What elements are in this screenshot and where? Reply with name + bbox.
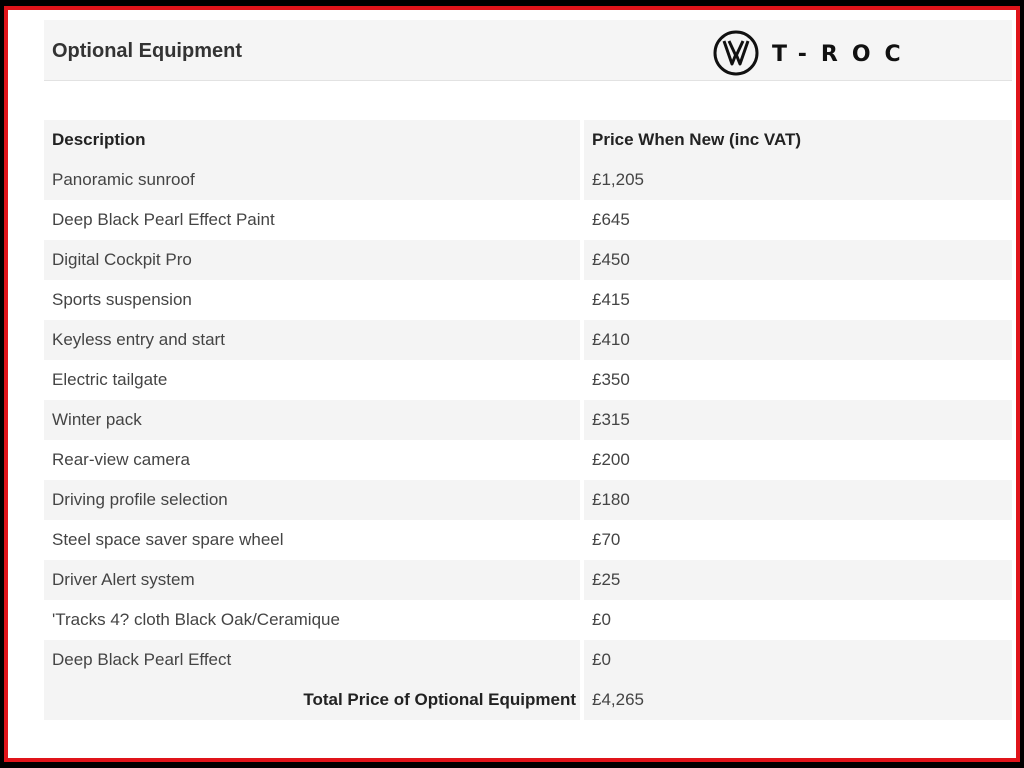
table-row [44, 240, 1012, 280]
row-price: £410 [582, 320, 1012, 360]
logo-wordmark: T-ROC [772, 42, 915, 67]
table-row [44, 480, 1012, 520]
row-description: Driving profile selection [52, 490, 228, 509]
row-price: £70 [582, 520, 1012, 560]
row-price: £350 [582, 360, 1012, 400]
row-price: £450 [582, 240, 1012, 280]
table-row [44, 200, 1012, 240]
table-row [44, 640, 1012, 680]
row-description: Deep Black Pearl Effect [52, 650, 232, 669]
row-price: £25 [582, 560, 1012, 600]
vw-logo-icon [712, 28, 760, 78]
page-content [44, 14, 1012, 754]
brand-logo [712, 28, 922, 78]
table-row [44, 160, 1012, 200]
row-price: £315 [582, 400, 1012, 440]
table-row [44, 600, 1012, 640]
row-description: Sports suspension [52, 290, 192, 309]
table-row [44, 440, 1012, 480]
table-row [44, 320, 1012, 360]
table-row [44, 400, 1012, 440]
section-title: Optional Equipment [52, 40, 242, 62]
table-row [44, 280, 1012, 320]
total-row [44, 680, 1012, 720]
row-description: Panoramic sunroof [52, 170, 195, 189]
row-price: £0 [582, 600, 1012, 640]
optional-equipment-table [44, 120, 1012, 720]
table-row [44, 560, 1012, 600]
row-description: Electric tailgate [52, 370, 168, 389]
row-description: Deep Black Pearl Effect Paint [52, 210, 275, 229]
row-description: Keyless entry and start [52, 330, 225, 349]
column-header-price: Price When New (inc VAT) [582, 120, 1012, 160]
table-row [44, 520, 1012, 560]
column-header-description: Description [52, 130, 146, 149]
row-description: Steel space saver spare wheel [52, 530, 284, 549]
table-row [44, 360, 1012, 400]
row-price: £200 [582, 440, 1012, 480]
total-price: £4,265 [582, 680, 1012, 720]
row-description: Digital Cockpit Pro [52, 250, 192, 269]
row-price: £415 [582, 280, 1012, 320]
row-price: £0 [582, 640, 1012, 680]
table-header-row [44, 120, 1012, 160]
row-description: 'Tracks 4? cloth Black Oak/Ceramique [52, 610, 340, 629]
total-label: Total Price of Optional Equipment [303, 690, 576, 709]
row-price: £180 [582, 480, 1012, 520]
row-description: Rear-view camera [52, 450, 190, 469]
row-price: £645 [582, 200, 1012, 240]
row-description: Winter pack [52, 410, 142, 429]
section-header [44, 20, 1012, 81]
row-price: £1,205 [582, 160, 1012, 200]
row-description: Driver Alert system [52, 570, 195, 589]
